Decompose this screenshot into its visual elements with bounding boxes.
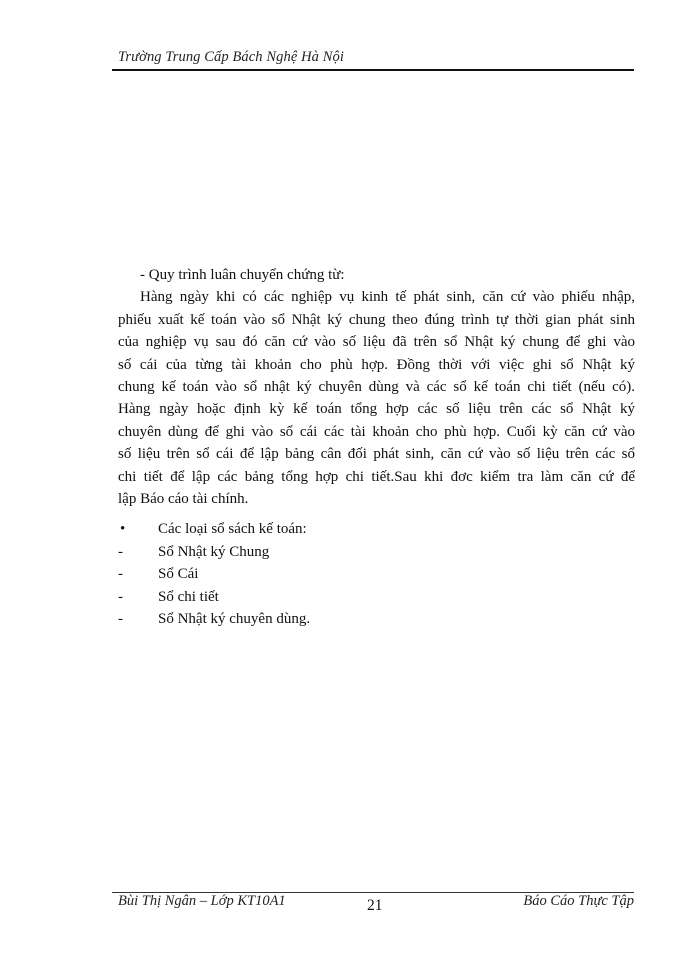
section-heading: - Quy trình luân chuyển chứng từ: <box>140 267 345 283</box>
paragraph-line: Hàng ngày hoặc định kỳ kế toán tổng hợp các số liệu trên các sổ Nhật ký <box>118 401 635 418</box>
main-text <box>118 264 635 510</box>
footer-author: Bùi Thị Ngân – Lớp KT10A1 <box>118 893 286 909</box>
header-divider <box>112 69 634 71</box>
paragraph-line: chi tiết để lập các bảng tổng hợp chi tiết.Sau khi đơc kiểm tra làm căn cứ để <box>118 468 635 485</box>
list-item-label: Sổ Cái <box>158 566 199 583</box>
list-title: Các loại sổ sách kế toán: <box>158 521 307 537</box>
header-title: Trường Trung Cấp Bách Nghệ Hà Nội <box>118 49 345 65</box>
page-number: 21 <box>367 897 383 914</box>
dash-icon: - <box>118 611 123 628</box>
list-item-label: Sổ Nhật ký chuyên dùng. <box>158 611 311 628</box>
paragraph-line: lập Báo cáo tài chính. <box>118 490 249 507</box>
dash-icon: - <box>118 566 123 583</box>
paragraph-line: số liệu trên sổ cái để lập bảng cân đối phát sinh, căn cứ vào số liệu trên các sổ <box>118 446 635 463</box>
paragraph-line: chung kế toán vào sổ nhật ký chuyên dùng và các sổ kế toán chi tiết (nếu có). <box>118 378 635 395</box>
paragraph-line: phiếu xuất kế toán vào sổ Nhật ký chung theo đúng trình tự thời gian phát sinh <box>118 311 635 328</box>
bullet-icon: • <box>120 521 126 537</box>
dash-icon: - <box>118 543 123 560</box>
list-item-label: Sổ Nhật ký Chung <box>158 543 270 560</box>
footer-report-title: Báo Cáo Thực Tập <box>523 893 634 909</box>
paragraph-line: Hàng ngày khi có các nghiệp vụ kinh tế phát sinh, căn cứ vào phiếu nhập, <box>140 289 635 306</box>
paragraph-line: sổ cái của từng tài khoản cho phù hợp. Đồng thời với việc ghi sổ Nhật ký <box>118 356 635 373</box>
paragraph-line: của nghiệp vụ sau đó căn cứ vào số liệu đã trên sổ Nhật ký chung để ghi vào <box>118 334 635 351</box>
paragraph-line: chuyên dùng để ghi vào sổ cái các tài khoản cho phù hợp. Cuối kỳ căn cứ vào <box>118 423 635 440</box>
dash-icon: - <box>118 588 123 605</box>
list-item-label: Sổ chi tiết <box>158 588 219 605</box>
